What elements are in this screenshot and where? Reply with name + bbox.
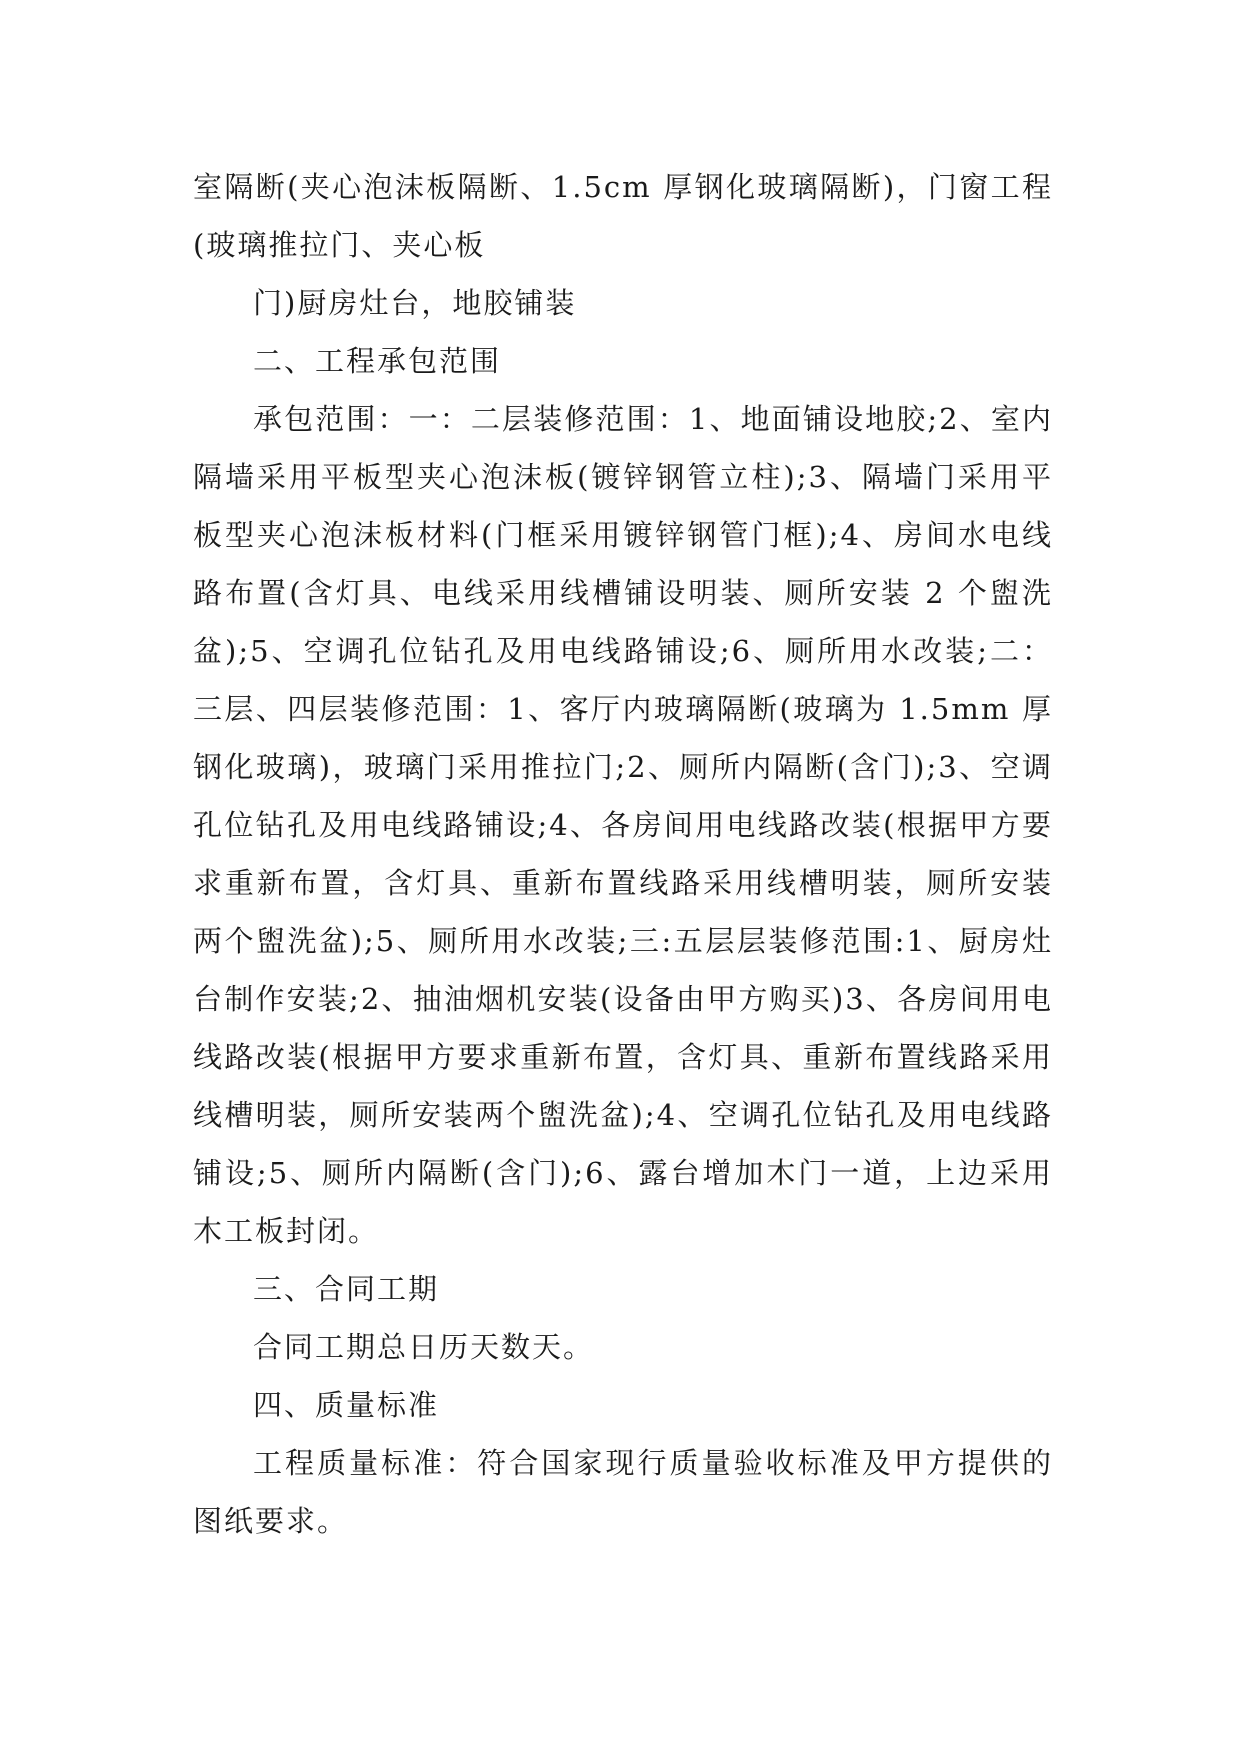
heading-quality-standard: 四、质量标准 [253,1388,440,1422]
heading-contract-scope: 二、工程承包范围 [253,344,502,378]
heading-contract-period: 三、合同工期 [253,1272,440,1306]
paragraph-partition-works: 室隔断(夹心泡沫板隔断、1.5cm 厚钢化玻璃隔断)，门窗工程(玻璃推拉门、夹心板 [193,170,1053,262]
paragraph-contract-period: 合同工期总日历天数天。 [253,1330,595,1364]
paragraph-quality-standard: 工程质量标准：符合国家现行质量验收标准及甲方提供的图纸要求。 [193,1446,1053,1538]
document-body [193,158,1053,1550]
paragraph-contract-scope: 承包范围：一：二层装修范围：1、地面铺设地胶;2、室内隔墙采用平板型夹心泡沫板(镀锌钢管立柱);3、隔墙门采用平板型夹心泡沫板材料(门框采用镀锌钢管门框);4、房间水电线路布置(含灯具、电线采用线槽铺设明装、厕所安装 2 个盥洗盆);5、空调孔位钻孔及用电线路铺设;6、厕所用水改装;二：三层、四层装修范围：1、客厅内玻璃隔断(玻璃为 1.5mm 厚钢化玻璃)，玻璃门采用推拉门;2、厕所内隔断(含门);3、空调孔位钻孔及用电线路铺设;4、各房间用电线路改装(根据甲方要求重新布置，含灯具、重新布置线路采用线槽明装，厕所安装两个盥洗盆);5、厕所用水改装;三:五层层装修范围:1、厨房灶台制作安装;2、抽油烟机安装(设备由甲方购买)3、各房间用电线路改装(根据甲方要求重新布置，含灯具、重新布置线路采用线槽明装，厕所安装两个盥洗盆);4、空调孔位钻孔及用电线路铺设;5、厕所内隔断(含门);6、露台增加木门一道，上边采用木工板封闭。 [193,402,1053,1248]
paragraph-kitchen-flooring: 门)厨房灶台，地胶铺装 [253,286,577,320]
